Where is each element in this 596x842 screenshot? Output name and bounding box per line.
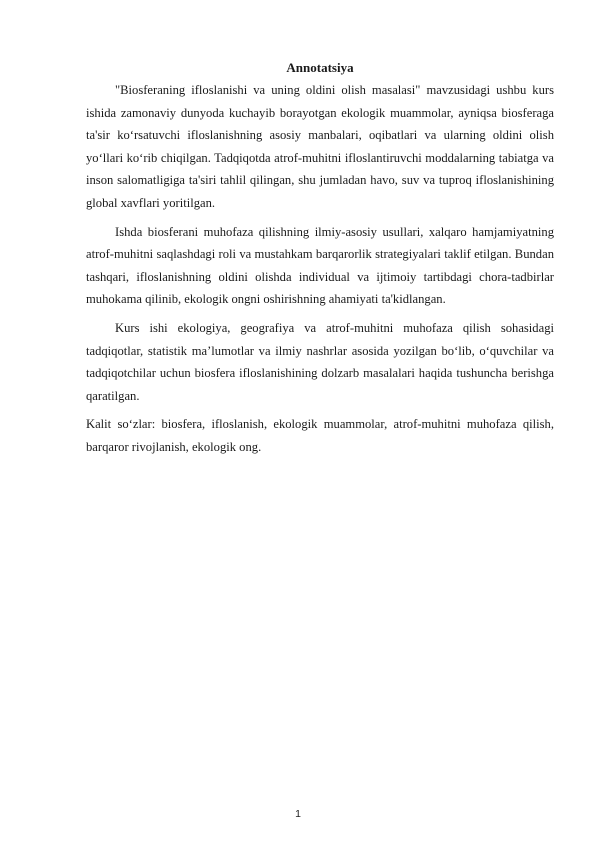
page-title: Annotatsiya	[286, 60, 354, 75]
paragraph-2: Ishda biosferani muhofaza qilishning ilmiy-asosiy usullari, xalqaro hamjamiyatning atrof-muhitni saqlashdagi roli va mustahkam barqarorlik strategiyalari taklif etilgan. Bundan tashqari, ifloslanishning oldini olishda individual va ijtimoiy tartibdagi chora-tadbirlar muhokama qilinib, ekologik ongni oshirishning ahamiyati ta'kidlangan.	[86, 224, 554, 307]
paragraph-1: "Biosferaning ifloslanishi va uning oldini olish masalasi" mavzusidagi ushbu kurs ishida zamonaviy dunyoda kuchayib borayotgan ekologik muammolar, ayniqsa biosferaga ta'sir ko‘rsatuvchi ifloslanishning asosiy manbalari, oqibatlari va ularning oldini olish yo‘llari ko‘rib chiqilgan. Tadqiqotda atrof-muhitni ifloslantiruvchi moddalarning tabiatga va inson salomatligiga ta'siri tahlil qilingan, shu jumladan havo, suv va tuproq ifloslanishining global xavflari yoritilgan.	[86, 83, 554, 210]
page-number: 1	[295, 808, 301, 820]
paragraph-3: Kurs ishi ekologiya, geografiya va atrof-muhitni muhofaza qilish sohasidagi tadqiqotlar, statistik ma’lumotlar va ilmiy nashrlar asosida yozilgan bo‘lib, o‘quvchilar va tadqiqotchilar uchun biosfera ifloslanishining dolzarb masalalari haqida tushuncha berishga qaratilgan.	[86, 320, 554, 403]
page-content	[86, 58, 554, 459]
keywords-paragraph: Kalit so‘zlar: biosfera, ifloslanish, ekologik muammolar, atrof-muhitni muhofaza qilish, barqaror rivojlanish, ekologik ong.	[86, 417, 554, 454]
